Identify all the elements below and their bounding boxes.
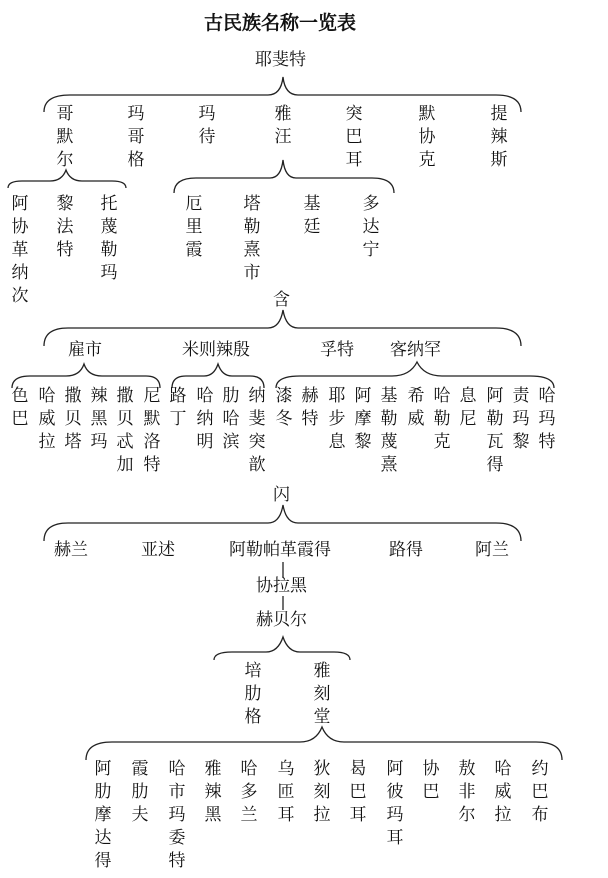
eber-son: 雅刻堂 xyxy=(313,661,331,727)
joktan-son: 曷巴耳 xyxy=(349,759,367,825)
joktan-son: 约巴布 xyxy=(531,759,549,825)
canaan-son: 漆冬 xyxy=(275,386,293,429)
ham-son: 客纳罕 xyxy=(390,340,441,360)
mizraim-son: 肋哈滨 xyxy=(222,386,240,452)
shem-son: 阿勒帕革霞得 xyxy=(229,540,331,560)
gomer-son: 黎法特 xyxy=(56,194,74,260)
joktan-son: 狄刻拉 xyxy=(313,759,331,825)
canaan-son: 息尼 xyxy=(459,386,477,429)
joktan-son: 哈多兰 xyxy=(240,759,258,825)
javan-son: 厄里霞 xyxy=(185,194,203,260)
joktan-son: 霞肋夫 xyxy=(131,759,149,825)
page-title: 古民族名称一览表 xyxy=(203,12,356,34)
cush-son: 撒贝忒加 xyxy=(116,386,134,475)
javan-son: 基廷 xyxy=(303,194,321,237)
japheth-root: 耶斐特 xyxy=(255,50,306,70)
shem-son: 路得 xyxy=(389,540,423,560)
joktan-son: 哈威拉 xyxy=(494,759,512,825)
cush-son: 哈威拉 xyxy=(38,386,56,452)
japheth-son: 哥默尔 xyxy=(56,104,74,170)
japheth-son: 玛哥格 xyxy=(127,104,145,170)
joktan-son: 协巴 xyxy=(422,759,440,802)
canaan-son: 哈玛特 xyxy=(538,386,556,452)
canaan-son: 耶步息 xyxy=(328,386,346,452)
japheth-son: 突巴耳 xyxy=(345,104,363,170)
joktan-son: 敖非尔 xyxy=(458,759,476,825)
shem-son: 亚述 xyxy=(141,540,175,560)
shem-son: 赫兰 xyxy=(54,540,88,560)
ham-son: 米则辣殷 xyxy=(182,340,250,360)
cush-son: 辣黑玛 xyxy=(90,386,108,452)
joktan-son: 阿肋摩达得 xyxy=(94,759,112,871)
cush-son: 尼默洛特 xyxy=(143,386,161,475)
gomer-son: 托蔑勒玛 xyxy=(100,194,118,283)
cush-son: 撒贝塔 xyxy=(64,386,82,452)
japheth-son: 雅汪 xyxy=(274,104,292,147)
japheth-son: 提辣斯 xyxy=(490,104,508,170)
joktan-son: 阿彼玛耳 xyxy=(386,759,404,848)
javan-son: 塔勒熹市 xyxy=(243,194,261,283)
gomer-son: 阿协革纳次 xyxy=(11,194,29,306)
ham-son: 孚特 xyxy=(320,340,354,360)
mizraim-son: 纳斐突歆 xyxy=(248,386,266,475)
mizraim-son: 哈纳明 xyxy=(196,386,214,452)
canaan-son: 阿摩黎 xyxy=(354,386,372,452)
ham-root: 含 xyxy=(273,290,290,310)
shelah: 协拉黑 xyxy=(256,576,307,596)
mizraim-son: 路丁 xyxy=(169,386,187,429)
joktan-son: 雅辣黑 xyxy=(204,759,222,825)
eber-son: 培肋格 xyxy=(244,661,262,727)
javan-son: 多达宁 xyxy=(362,194,380,260)
ham-son: 雇市 xyxy=(68,340,102,360)
japheth-son: 默协克 xyxy=(418,104,436,170)
canaan-son: 哈勒克 xyxy=(433,386,451,452)
japheth-son: 玛待 xyxy=(198,104,216,147)
canaan-son: 希威 xyxy=(407,386,425,429)
joktan-son: 乌匝耳 xyxy=(277,759,295,825)
canaan-son: 阿勒瓦得 xyxy=(486,386,504,475)
shem-son: 阿兰 xyxy=(475,540,509,560)
canaan-son: 责玛黎 xyxy=(512,386,530,452)
eber: 赫贝尔 xyxy=(256,610,307,630)
shem-root: 闪 xyxy=(273,485,290,505)
joktan-son: 哈市玛委特 xyxy=(168,759,186,871)
cush-son: 色巴 xyxy=(11,386,29,429)
canaan-son: 基勒蔑熹 xyxy=(380,386,398,475)
canaan-son: 赫特 xyxy=(301,386,319,429)
